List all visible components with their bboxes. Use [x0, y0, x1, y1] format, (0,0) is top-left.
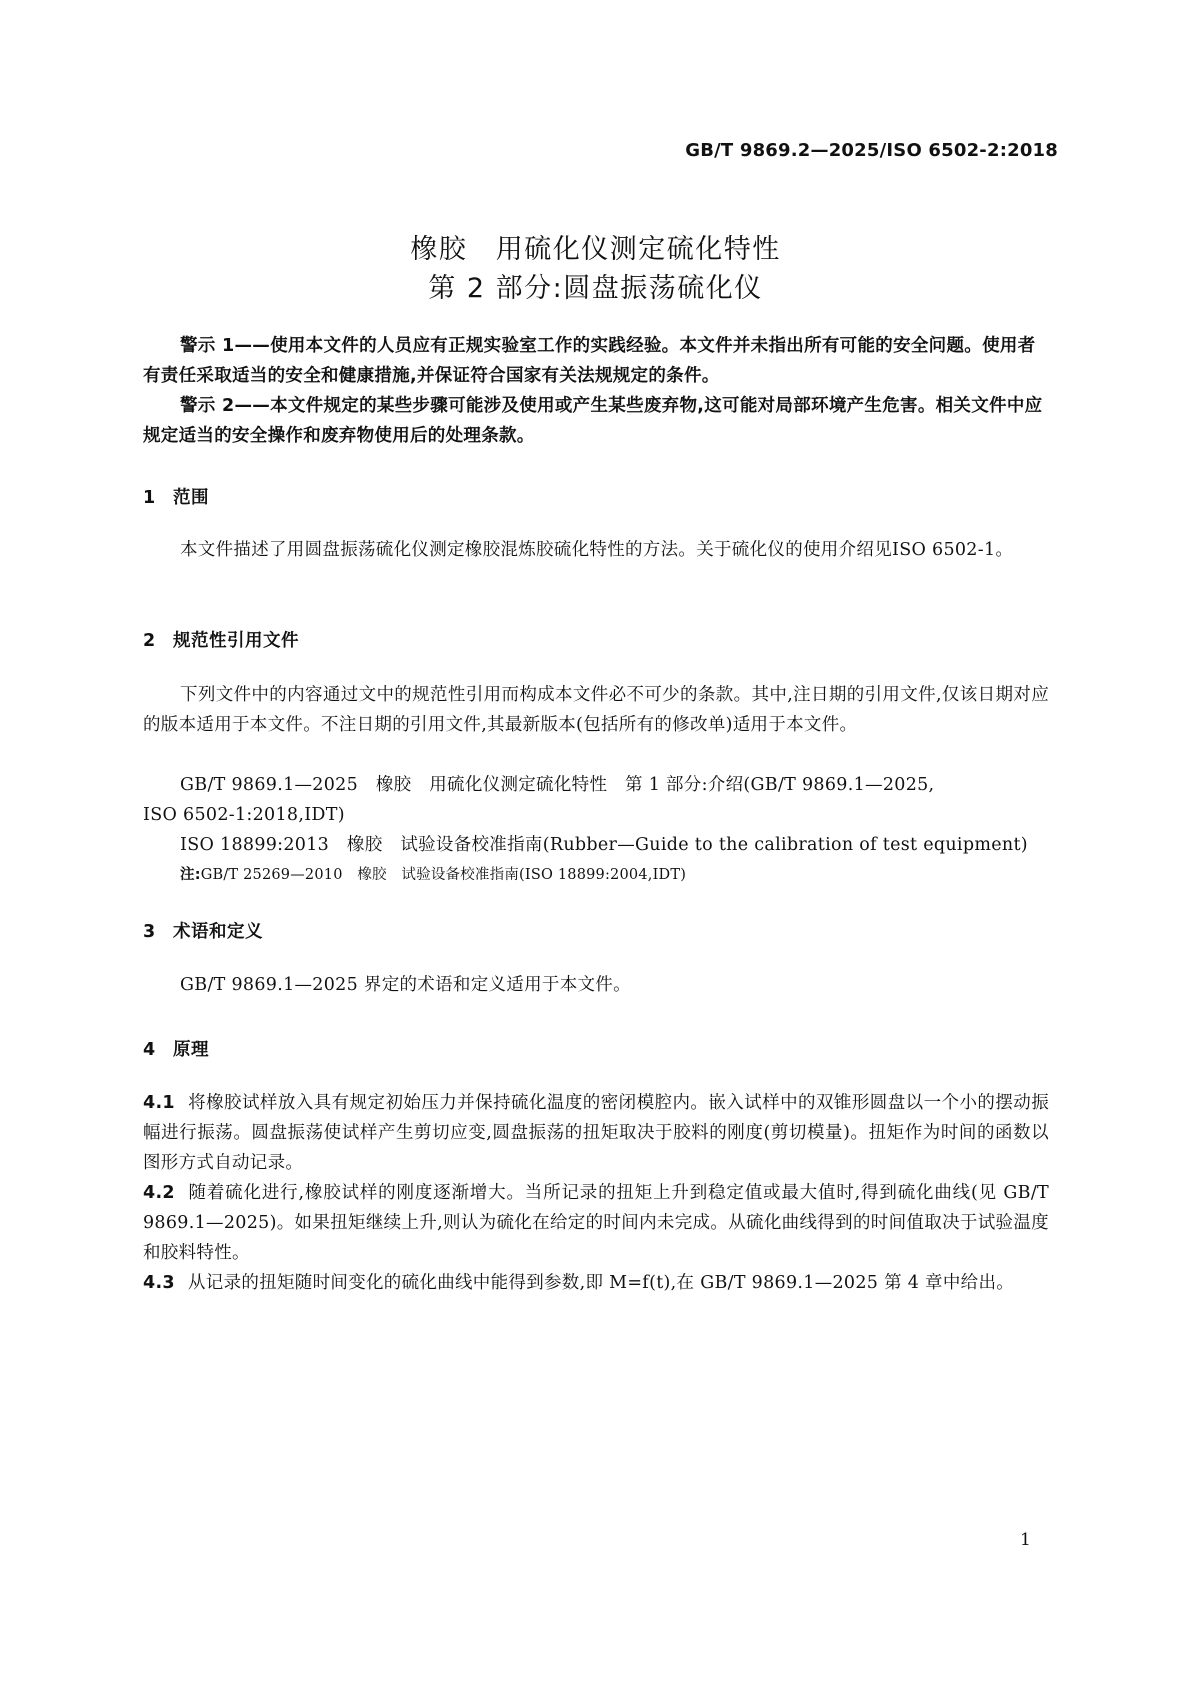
warning-2: 警示 2——本文件规定的某些步骤可能涉及使用或产生某些废弃物,这可能对局部环境产生危害。相关文件中应规定适当的安全操作和废弃物使用后的处理条款。: [143, 396, 1043, 446]
section-4-heading: [143, 1036, 209, 1061]
section-1-text: 本文件描述了用圆盘振荡硫化仪测定橡胶混炼胶硫化特性的方法。关于硫化仪的使用介绍见ISO 6502-1。: [180, 540, 1014, 560]
page-number: 1: [1020, 1530, 1031, 1550]
clause-4-3-text: 从记录的扭矩随时间变化的硫化曲线中能得到参数,即 M=f(t),在 GB/T 9869.1—2025 第 4 章中给出。: [188, 1273, 1015, 1293]
clause-4-3-number: 4.3: [143, 1273, 175, 1293]
section-3-heading: [143, 918, 263, 943]
standard-number: GB/T 9869.2—2025/ISO 6502-2:2018: [685, 140, 1058, 161]
clause-4-2-number: 4.2: [143, 1183, 175, 1203]
reference-1: [143, 770, 1049, 830]
section-2-number: 2: [143, 631, 156, 651]
section-3-title: 术语和定义: [173, 922, 263, 942]
warning-1: 警示 1——使用本文件的人员应有正规实验室工作的实践经验。本文件并未指出所有可能的安全问题。使用者有责任采取适当的安全和健康措施,并保证符合国家有关法规规定的条件。: [143, 336, 1036, 386]
section-2-title: 规范性引用文件: [173, 631, 299, 651]
note-label: 注:: [180, 867, 201, 883]
note: [180, 863, 686, 884]
clause-4-1-number: 4.1: [143, 1093, 175, 1113]
section-2-heading: [143, 627, 299, 652]
clause-4-2: [143, 1178, 1049, 1268]
title-line-1: 橡胶 用硫化仪测定硫化特性: [410, 234, 781, 265]
section-4-number: 4: [143, 1040, 156, 1060]
clause-4-1: [143, 1088, 1049, 1178]
clause-4-2-text: 随着硫化进行,橡胶试样的刚度逐渐增大。当所记录的扭矩上升到稳定值或最大值时,得到硫化曲线(见 GB/T 9869.1—2025)。如果扭矩继续上升,则认为硫化在给定的时间内未完成。从硫化曲线得到的时间值取决于试验温度和胶料特性。: [143, 1183, 1049, 1263]
clause-4-3: [143, 1268, 1049, 1298]
section-3-text: GB/T 9869.1—2025 界定的术语和定义适用于本文件。: [180, 975, 631, 995]
section-1-number: 1: [143, 488, 156, 508]
section-4-title: 原理: [173, 1040, 209, 1060]
clause-4-1-text: 将橡胶试样放入具有规定初始压力并保持硫化温度的密闭模腔内。嵌入试样中的双锥形圆盘以一个小的摆动振幅进行振荡。圆盘振荡使试样产生剪切应变,圆盘振荡的扭矩取决于胶料的刚度(剪切模量)。扭矩作为时间的函数以图形方式自动记录。: [143, 1093, 1049, 1173]
reference-2: ISO 18899:2013 橡胶 试验设备校准指南(Rubber—Guide to the calibration of test equipment): [180, 835, 1028, 855]
reference-1-line-2: ISO 6502-1:2018,IDT): [143, 805, 345, 825]
section-1-title: 范围: [173, 488, 209, 508]
reference-1-line-1: GB/T 9869.1—2025 橡胶 用硫化仪测定硫化特性 第 1 部分:介绍(GB/T 9869.1—2025,: [180, 775, 935, 795]
title-line-2: 第 2 部分:圆盘振荡硫化仪: [428, 273, 763, 304]
section-3-number: 3: [143, 922, 156, 942]
section-1-heading: [143, 484, 209, 509]
warnings: [143, 331, 1049, 451]
note-text: GB/T 25269—2010 橡胶 试验设备校准指南(ISO 18899:2004,IDT): [200, 867, 687, 883]
section-2-intro: 下列文件中的内容通过文中的规范性引用而构成本文件必不可少的条款。其中,注日期的引用文件,仅该日期对应的版本适用于本文件。不注日期的引用文件,其最新版本(包括所有的修改单)适用于本文件。: [143, 685, 1049, 735]
